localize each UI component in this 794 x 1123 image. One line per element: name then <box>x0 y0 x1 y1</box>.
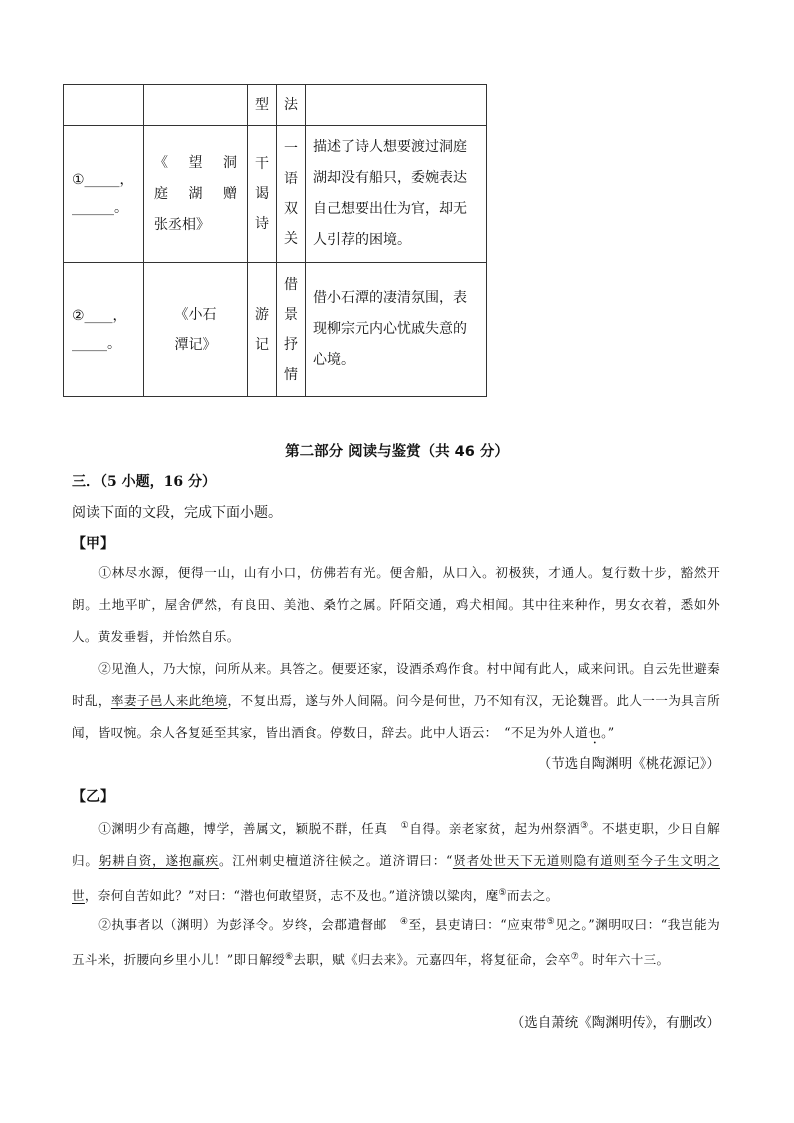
passage-yi-tag: 【乙】 <box>72 789 114 805</box>
passage-jia-tag: 【甲】 <box>72 536 114 552</box>
header-cell: 型 <box>248 85 277 126</box>
blank-cell: ②____， _____。 <box>64 263 144 397</box>
table-row <box>64 126 487 263</box>
desc-cell: 借小石潭的凄清氛围，表现柳宗元内心忧戚失意的心境。 <box>306 263 487 397</box>
title-cell: 《 望 洞 庭 湖 赠 张丞相》 <box>144 126 248 263</box>
method-cell: 一 语 双 关 <box>277 126 306 263</box>
header-cell <box>144 85 248 126</box>
header-cell: 法 <box>277 85 306 126</box>
table-row <box>64 263 487 397</box>
dotted-word: 也 <box>588 725 602 740</box>
passage-jia-p2: ②见渔人，乃大惊，问所从来。具答之。便要还家，设酒杀鸡作食。村中闻有此人，咸来问讯。自云先世避秦时乱，率妻子邑人来此绝境，不复出焉，遂与外人间隔。问今是何世，乃不知有汉，无论魏晋。此人一一为具言所闻，皆叹惋。余人各复延至其家，皆出酒食。停数日，辞去。此中人语云： “不足为外人道也。” <box>72 661 720 740</box>
table-header-row <box>64 85 487 126</box>
section-title: 三．（5 小题，16 分） <box>72 474 216 490</box>
blank-cell: ①_____， ______。 <box>64 126 144 263</box>
underlined-sentence: 率妻子邑人来此绝境 <box>110 693 228 708</box>
source-yi: （选自萧统《陶渊明传》，有删改） <box>510 1015 720 1031</box>
passage-jia-p1: ①林尽水源，便得一山，山有小口，仿佛若有光。便舍船，从口入。初极狭，才通人。复行数十步，豁然开朗。土地平旷，屋舍俨然，有良田、美池、桑竹之属。阡陌交通，鸡犬相闻。其中往来种作，男女衣着，悉如外人。黄发垂髫，并怡然自乐。 <box>72 565 720 644</box>
header-cell <box>64 85 144 126</box>
part-title: 第二部分 阅读与鉴赏（共 46 分） <box>285 444 509 460</box>
info-table <box>63 84 487 397</box>
instruction: 阅读下面的文段，完成下面小题。 <box>72 505 282 521</box>
genre-cell: 游 记 <box>248 263 277 397</box>
underlined-sentence: 躬耕自资，遂抱羸疾 <box>98 853 219 869</box>
header-cell <box>306 85 487 126</box>
desc-cell: 描述了诗人想要渡过洞庭湖却没有船只，委婉表达自己想要出仕为官，却无人引荐的困境。 <box>306 126 487 263</box>
underlined-sentence: 贤者处世天下无道则隐有道则至今子生文明之世 <box>72 853 720 904</box>
genre-cell: 干 谒 诗 <box>248 126 277 263</box>
title-cell: 《小石 潭记》 <box>144 263 248 397</box>
method-cell: 借 景 抒 情 <box>277 263 306 397</box>
passage-yi-p1: ①渊明少有高趣，博学，善属文，颖脱不群，任真 ①自得。亲老家贫，起为州祭酒③。不堪吏职，少日自解归。躬耕自资，遂抱羸疾。江州刺史檀道济往候之。道济谓曰：“贤者处世天下无道则隐有道则至今子生文明之世，奈何自苦如此？”对曰：“潜也何敢望贤，志不及也。”道济馈以粱肉，麾⑤而去之。 <box>72 821 720 904</box>
source-jia: （节选自陶渊明《桃花源记》） <box>537 756 720 772</box>
passage-yi-p2: ②执事者以（渊明）为彭泽令。岁终，会郡遣督邮 ④至，县吏请曰：“应束带⑤见之。”渊明叹曰：“我岂能为五斗米，折腰向乡里小儿！”即日解绶⑥去职，赋《归去来》。元嘉四年，将复征命，会卒⑦。时年六十三。 <box>72 917 720 968</box>
